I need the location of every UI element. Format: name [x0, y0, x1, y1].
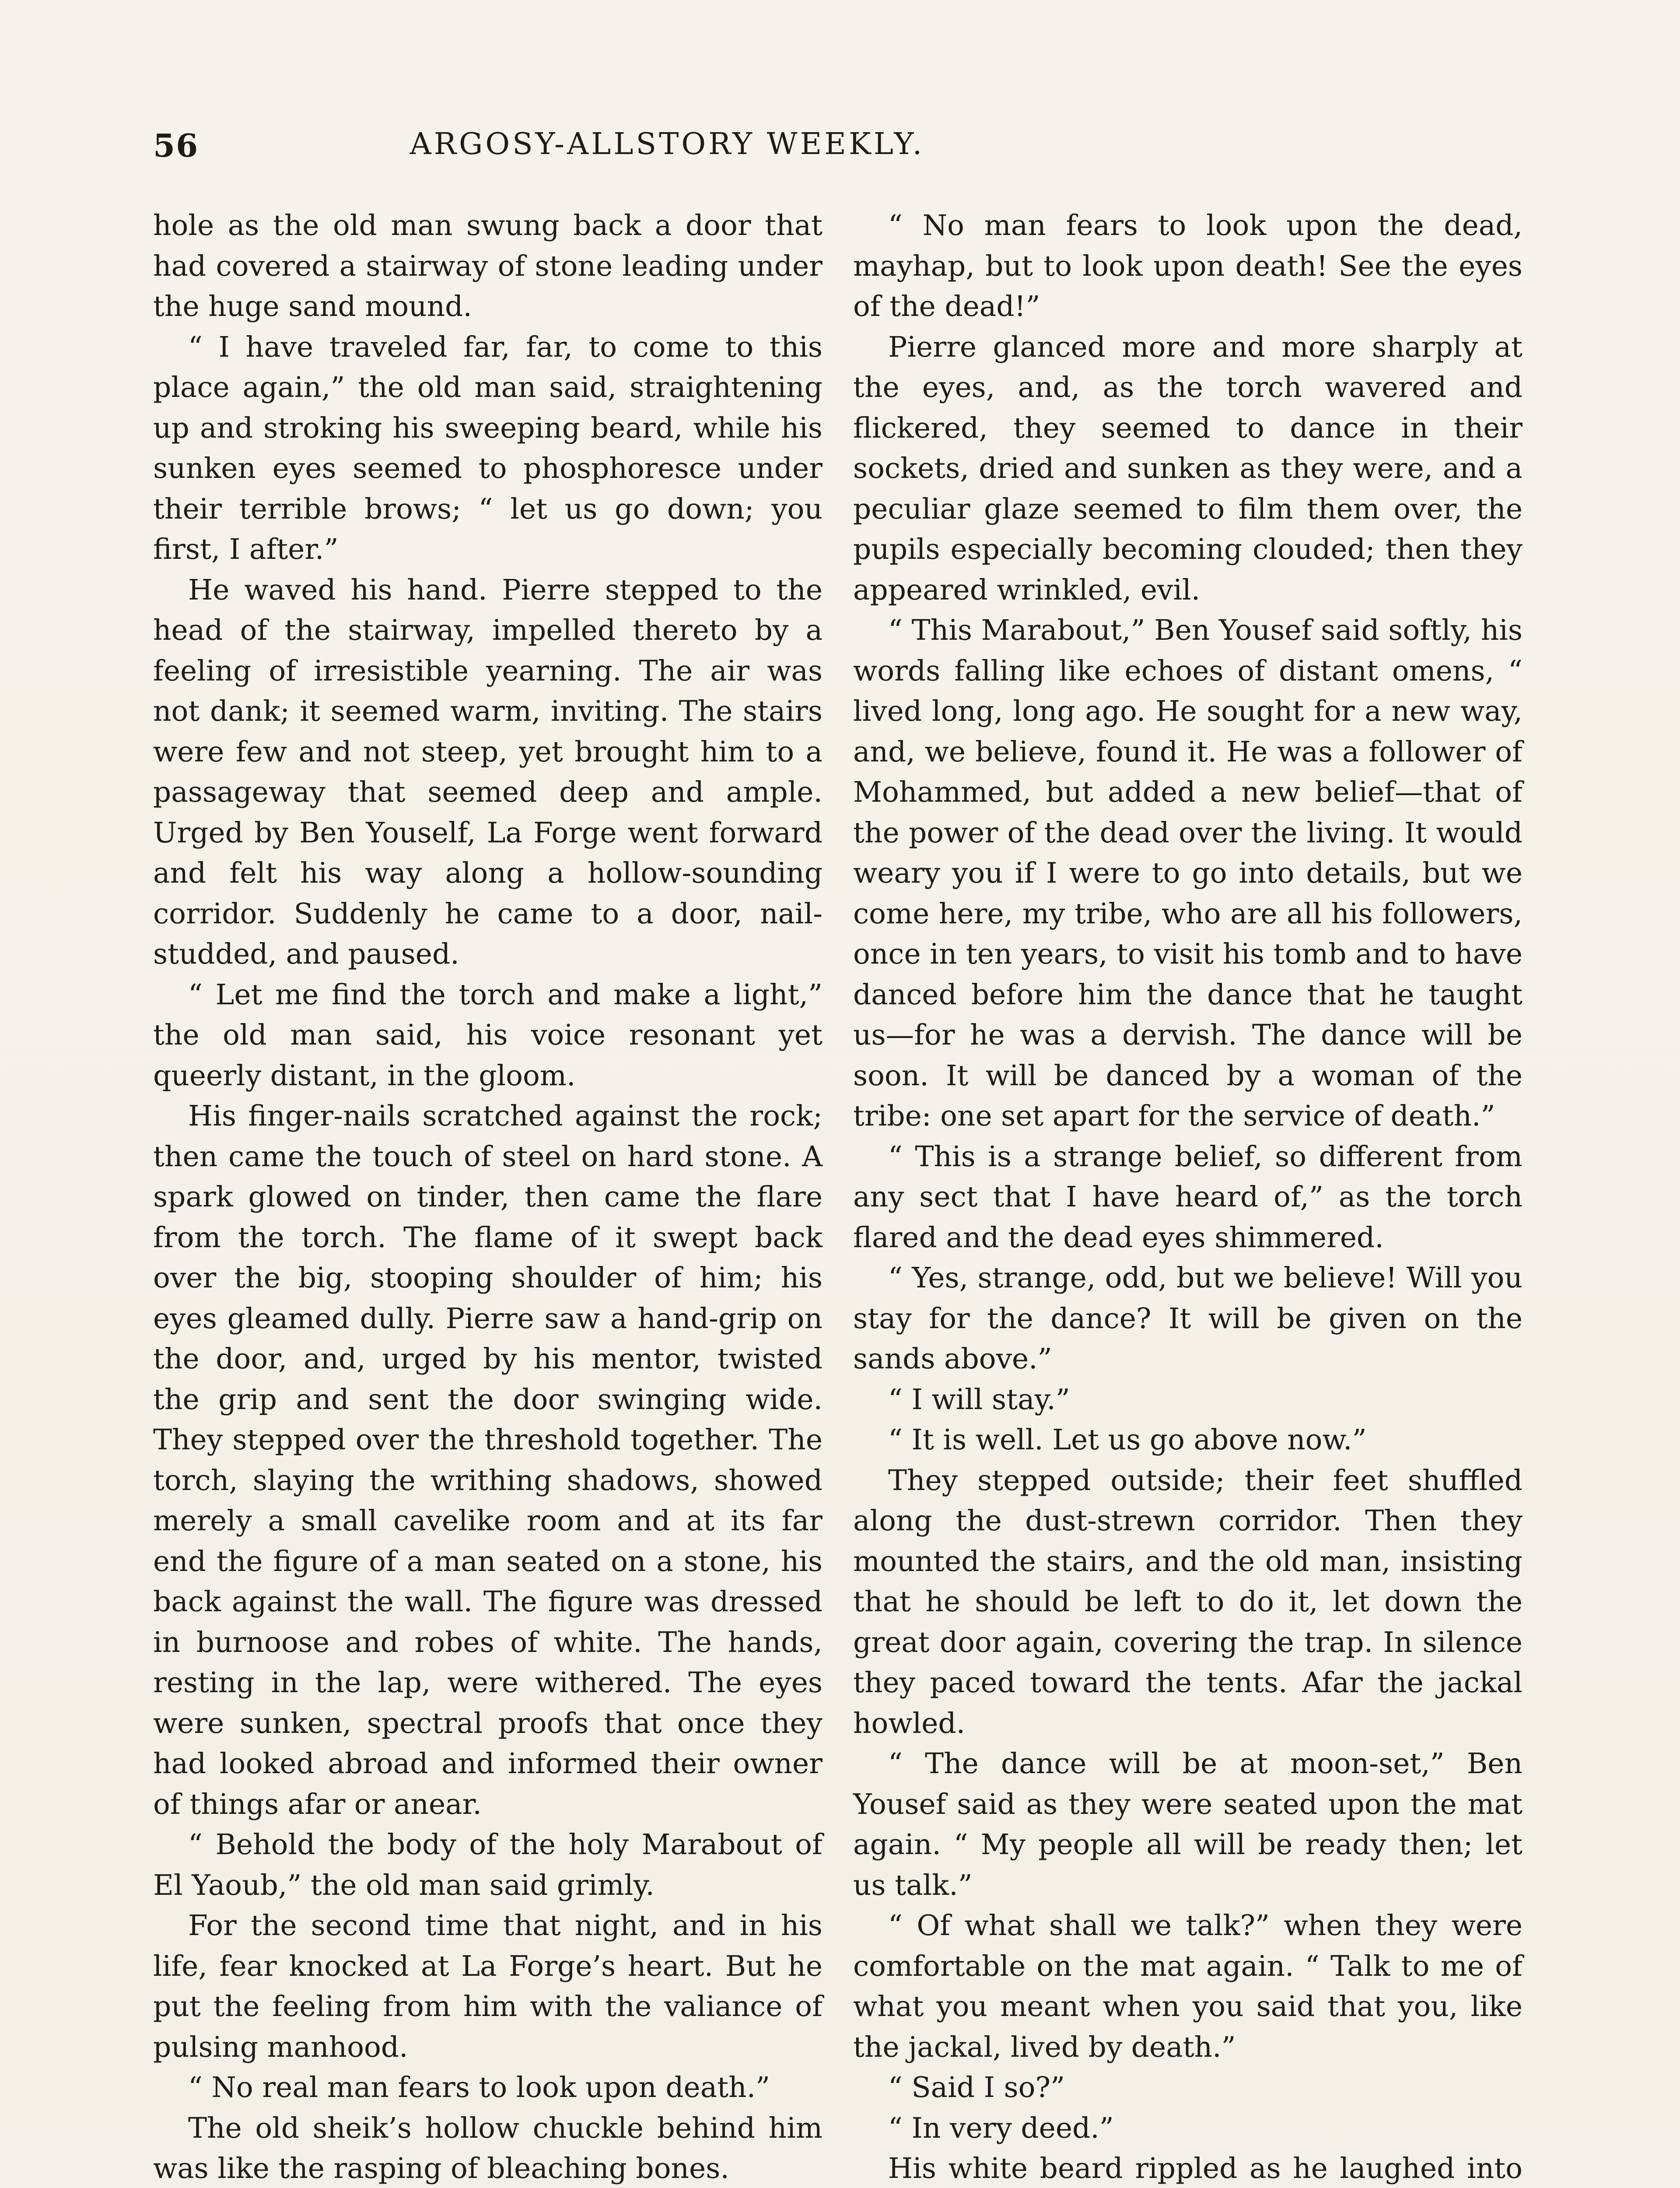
paragraph: hole as the old man swung back a door that had covered a stairway of stone leading under the huge sand mound.: [153, 209, 822, 323]
paragraph: “ This is a strange belief, so different from any sect that I have heard of,” as the torch flared and the dead eyes shimmered.: [853, 1140, 1522, 1254]
paragraph: “ Yes, strange, odd, but we believe! Will you stay for the dance? It will be given on the sands above.”: [853, 1262, 1522, 1375]
paragraph: The old sheik’s hollow chuckle behind him was like the rasping of bleaching bones.: [153, 2111, 822, 2185]
paragraph: “ It is well. Let us go above now.”: [888, 1424, 1367, 1456]
paragraph: His finger-nails scratched against the rock; then came the touch of steel on hard stone. A spark glowed on tinder, then came the flare from the torch. The flame of it swept back over the big, stooping shoulder of him; his eyes gleamed dully. Pierre saw a hand-grip on the door, and, urged by his mentor, twisted the grip and sent the door swinging wide. They stepped over the threshold together. The torch, slaying the writhing shadows, showed merely a small cavelike room and at its far end the figure of a man seated on a stone, his back against the wall. The figure was dressed in burnoose and robes of white. The hands, resting in the lap, were withered. The eyes were sunken, spectral proofs that once they had looked abroad and informed their owner of things afar or anear.: [153, 1100, 822, 1821]
paragraph: For the second time that night, and in his life, fear knocked at La Forge’s heart. But he put the feeling from him with the valiance of pulsing manhood.: [153, 1909, 822, 2064]
right-column: [853, 206, 1522, 2188]
paragraph: “ Let me find the torch and make a light,” the old man said, his voice resonant yet queerly distant, in the gloom.: [153, 978, 822, 1092]
paragraph: “ Said I so?”: [888, 2071, 1065, 2104]
paragraph: They stepped outside; their feet shuffled along the dust-strewn corridor. Then they mounted the stairs, and the old man, insisting that he should be left to do it, let down the great door again, covering the trap. In silence they paced toward the tents. Afar the jackal howled.: [853, 1464, 1522, 1740]
page-number: 56: [153, 127, 199, 164]
paragraph: “ The dance will be at moon-set,” Ben Yousef said as they were seated upon the mat again. “ My people all will be ready then; let us talk.”: [853, 1747, 1522, 1902]
paragraph: “ I will stay.”: [888, 1383, 1070, 1416]
paragraph: His white beard rippled as he laughed into: [888, 2152, 1522, 2185]
paragraph: “ I have traveled far, far, to come to this place again,” the old man said, straightening up and stroking his sweeping beard, while his sunken eyes seemed to phosphoresce under their terrible brows; “ let us go down; you first, I after.”: [153, 330, 822, 566]
running-title: ARGOSY-ALLSTORY WEEKLY.: [410, 127, 925, 161]
paragraph: “ This Marabout,” Ben Yousef said softly, his words falling like echoes of distant omens, “ lived long, long ago. He sought for a new way, and, we believe, found it. He was a follower of Mohammed, but added a new belief—that of the power of the dead over the living. It would weary you if I were to go into details, but we come here, my tribe, who are all his followers, once in ten years, to visit his tomb and to have danced before him the dance that he taught us—for he was a dervish. The dance will be soon. It will be danced by a woman of the tribe: one set apart for the service of death.”: [853, 614, 1522, 1133]
paragraph: “ In very deed.”: [888, 2111, 1114, 2145]
paragraph: “ No real man fears to look upon death.”: [188, 2071, 770, 2104]
paragraph: “ No man fears to look upon the dead, mayhap, but to look upon death! See the eyes of the dead!”: [853, 209, 1522, 323]
paragraph: Pierre glanced more and more sharply at the eyes, and, as the torch wavered and flickered, they seemed to dance in their sockets, dried and sunken as they were, and a peculiar glaze seemed to film them over, the pupils especially becoming clouded; then they appeared wrinkled, evil.: [853, 330, 1522, 607]
paragraph: “ Of what shall we talk?” when they were comfortable on the mat again. “ Talk to me of what you meant when you said that you, like the jackal, lived by death.”: [853, 1909, 1522, 2064]
paragraph: He waved his hand. Pierre stepped to the head of the stairway, impelled thereto by a feeling of irresistible yearning. The air was not dank; it seemed warm, inviting. The stairs were few and not steep, yet brought him to a passageway that seemed deep and ample. Urged by Ben Youself, La Forge went forward and felt his way along a hollow-sounding corridor. Suddenly he came to a door, nail-studded, and paused.: [153, 573, 822, 971]
paragraph: “ Behold the body of the holy Marabout of El Yaoub,” the old man said grimly.: [153, 1828, 822, 1902]
left-column: [153, 206, 822, 2188]
page-header: [153, 127, 1146, 175]
